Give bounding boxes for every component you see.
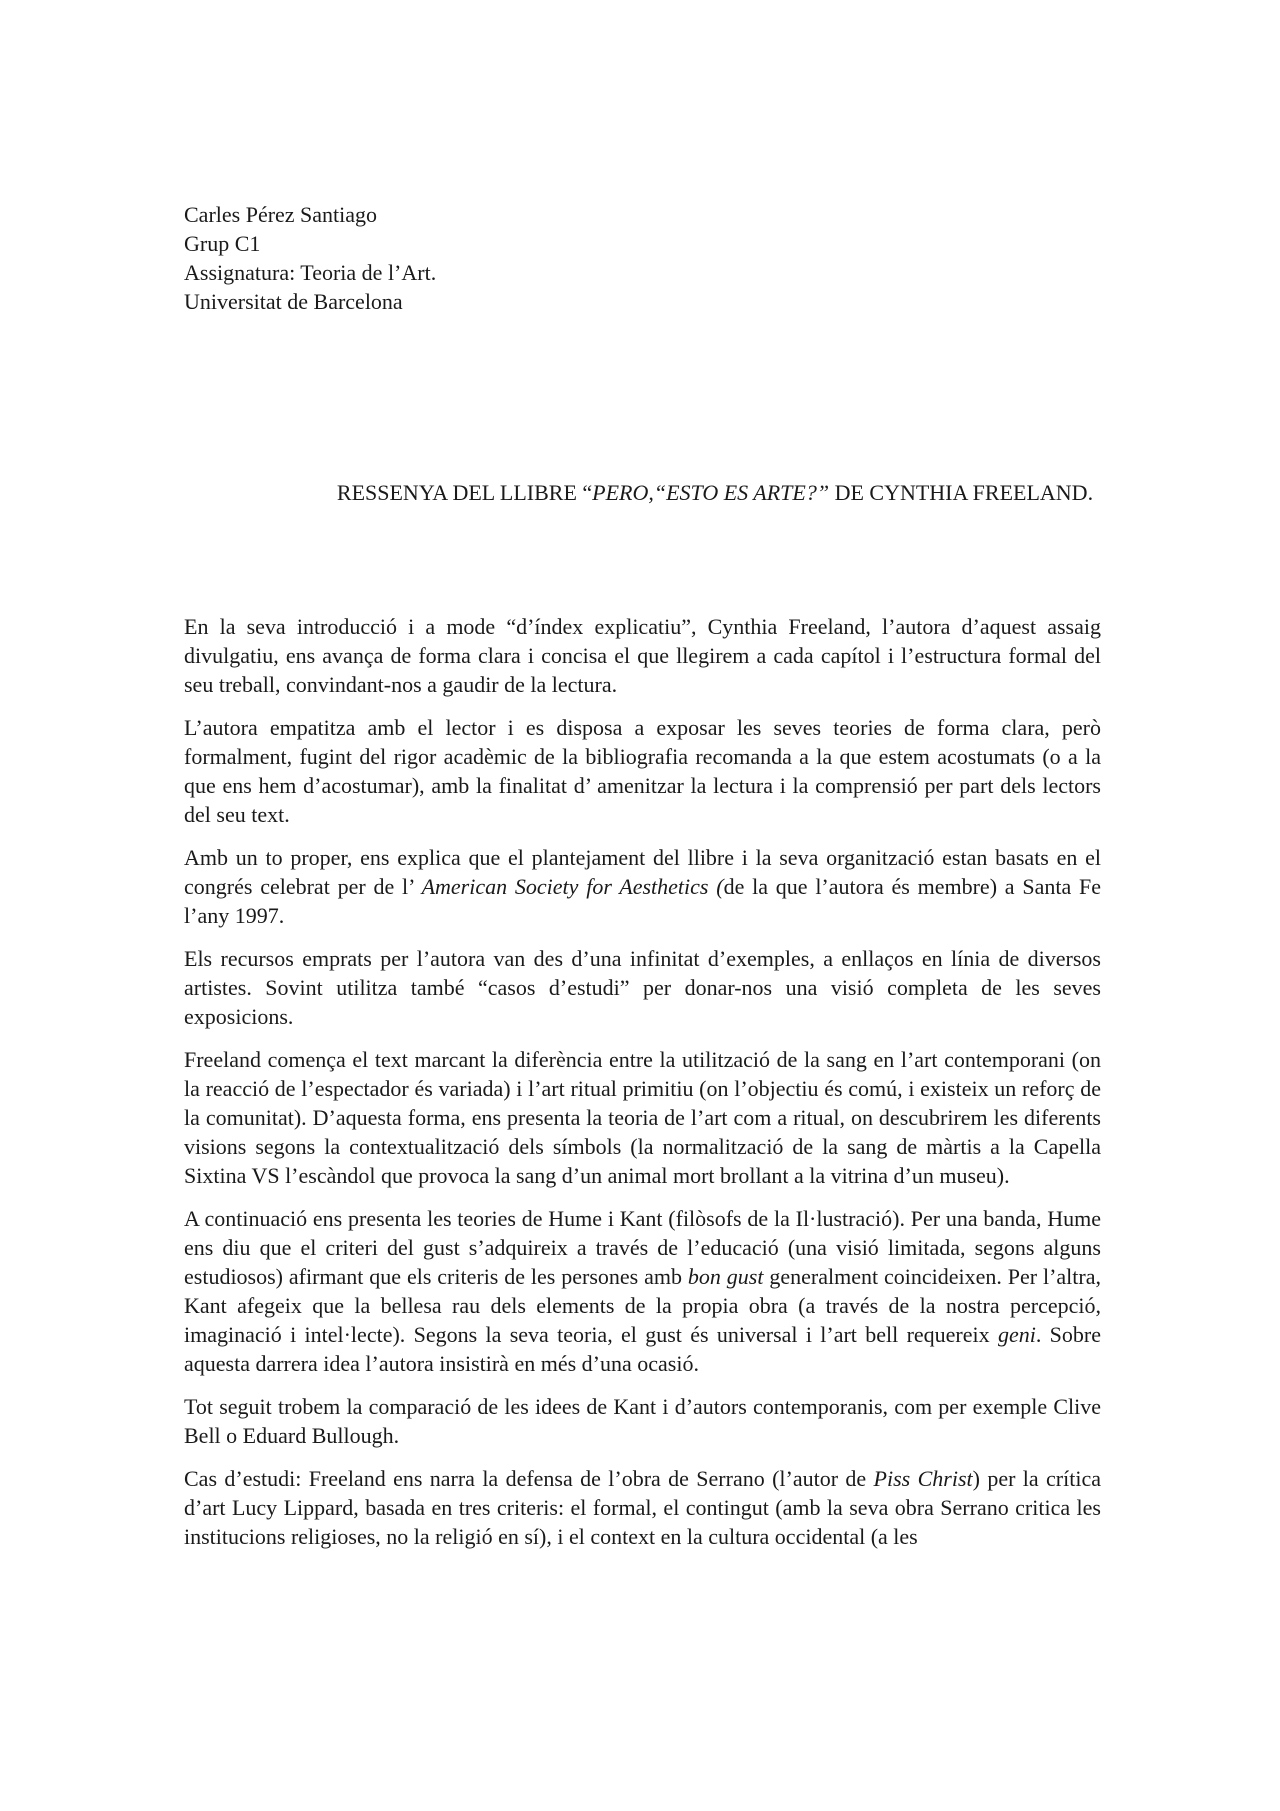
paragraph-author-style: L’autora empatitza amb el lector i es disposa a exposar les seves teories de forma clara, però formalment, fugint del rigor acadèmic de la bibliografia recomanda a la que estem acostumats (o a la que ens hem d’acostumar), amb la finalitat d’ amenitzar la lectura i la comprensió per part dels lectors del seu text. [184,715,1101,827]
paragraph-resources: Els recursos emprats per l’autora van des d’una infinitat d’exemples, a enllaços en línia de diversos artistes. Sovint utilitza també “casos d’estudi” per donar-nos una visió completa de les seves exposicions. [184,946,1101,1029]
paragraph-intro: En la seva introducció i a mode “d’índex explicatiu”, Cynthia Freeland, l’autora d’aquest assaig divulgatiu, ens avança de forma clara i concisa el que llegirem a cada capítol i l’estructura formal del seu treball, convindant-nos a gaudir de la lectura. [184,614,1101,697]
paragraph-comparison: Tot seguit trobem la comparació de les idees de Kant i d’autors contemporanis, com per exemple Clive Bell o Eduard Bullough. [184,1394,1101,1448]
paragraph-congress-part-1: Amb un to proper, ens explica que el plantejament del llibre i la seva organització estan basats en el congrés celebrat per de l’ [184,845,1101,899]
paragraph-case-study-part-1: Cas d’estudi: Freeland ens narra la defensa de l’obra de Serrano (l’autor de [184,1466,874,1491]
title-prefix: RESSENYA DEL LLIBRE “ [336,480,593,505]
title-suffix: DE CYNTHIA FREELAND. [829,480,1094,505]
author-name: Carles Pérez Santiago [184,202,378,227]
paragraph-hume-kant-part-2: generalment coincideixen. Per l’altra, Kant afegeix que la bellesa rau dels elements de la propia obra (a través de la nostra percepció, imaginació i intel·lecte). Segons la seva teoria, el gust és universal i l’art bell requereix [184,1264,1101,1347]
university-label: Universitat de Barcelona [184,289,403,314]
paragraph-hume-kant [184,1204,1101,1378]
term-geni: geni [997,1322,1036,1347]
group-label: Grup C1 [184,231,261,256]
paragraph-blood-ritual: Freeland comença el text marcant la diferència entre la utilització de la sang en l’art contemporani (on la reacció de l’espectador és variada) i l’art ritual primitiu (on l’objectiu és comú, i existeix un reforç de la comunitat). D’aquesta forma, ens presenta la teoria de l’art com a ritual, on descubrirem les diferents visions segons la contextualització dels símbols (la normalització de la sang de màrtis a la Capella Sixtina VS l’escàndol que provoca la sang d’un animal mort brollant a la vitrina d’un museu). [184,1047,1101,1188]
paragraph-congress-part-2: de la que l’autora és membre) a Santa Fe l’any 1997. [184,874,1101,928]
title-book-name: PERO,“ESTO ES ARTE?” [592,480,830,505]
artwork-title: Piss Christ [873,1466,973,1491]
subject-label: Assignatura: Teoria de l’Art. [184,260,437,285]
paragraph-hume-kant-part-3: . Sobre aquesta darrera idea l’autora insistirà en més d’una ocasió. [184,1322,1101,1376]
document-title [0,478,1280,508]
review-body [184,612,1101,1565]
paragraph-hume-kant-part-1: A continuació ens presenta les teories de Hume i Kant (filòsofs de la Il·lustració). Per una banda, Hume ens diu que el criteri del gust s’adquireix a través de l’educació (una visió limitada, segons alguns estudiosos) afirmant que els criteris de les persones amb [184,1206,1101,1289]
paragraph-case-study [184,1464,1101,1551]
author-header [184,200,436,316]
paragraph-congress [184,843,1101,930]
term-bon-gust: bon gust [687,1264,764,1289]
society-name: American Society for Aesthetics ( [421,874,724,899]
paragraph-case-study-part-2: ) per la crítica d’art Lucy Lippard, basada en tres criteris: el formal, el contingut (amb la seva obra Serrano critica les institucions religioses, no la religió en sí), i el context en la cultura occidental (a les [184,1466,1101,1549]
